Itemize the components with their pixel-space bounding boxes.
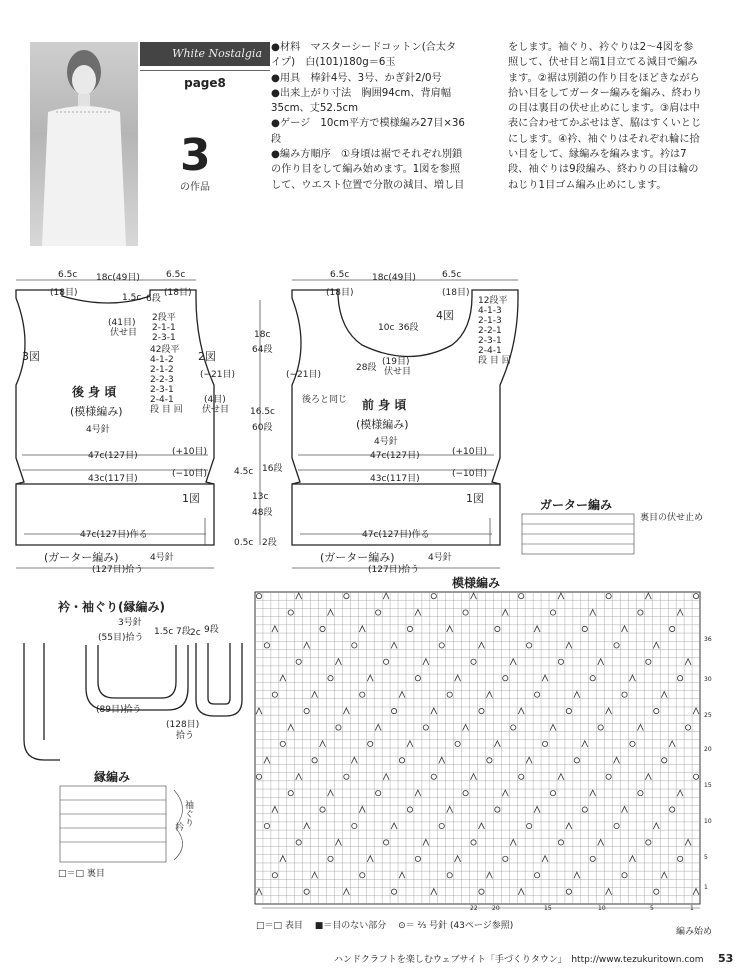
back-neck-decrease (152, 313, 176, 343)
front-armhole-total: (−21目) (286, 370, 322, 380)
trim-needle: 3号針 (118, 618, 142, 628)
dec-line: 4-1-3 (478, 306, 502, 316)
instruction-line: 段 (271, 133, 282, 145)
trim-rows9: 9段 (204, 625, 219, 635)
fig1-label: 1図 (182, 492, 200, 505)
instruction-line: ●用具 棒針4号、3号、かぎ針2/0号 (271, 72, 442, 84)
back-armhole-total: (−21目) (200, 370, 236, 380)
rib-chart-title: 縁編み (94, 770, 131, 784)
trim-title: 衿・袖ぐり(縁編み) (58, 600, 165, 614)
chart-row-number: 1 (704, 884, 708, 891)
trim-w15: 1.5c (154, 627, 174, 637)
back-neck-width: 18c(49目) (96, 273, 140, 283)
back-cast-on: 47c(127目)作る (80, 530, 148, 540)
instruction-line: 拾い目をしてガーター編みを編み、終わり (508, 87, 703, 99)
chart-row-number: 20 (704, 746, 712, 753)
instruction-line: して、ウエスト位置で分散の減目、増し目 (271, 179, 465, 191)
chart-col-number: 10 (598, 905, 606, 912)
dim-mid: 4.5c (234, 467, 254, 477)
front-neck-depth-rows: 36段 (398, 323, 419, 333)
garter-chart-grid (522, 514, 634, 554)
front-width-47: 47c(127目) (370, 451, 420, 461)
back-piece-title: 後 身 頃 (72, 385, 117, 399)
dim-waist-rows: 60段 (252, 423, 273, 433)
pattern-legend: □＝□ 表目 ■＝目のない部分 ⊙＝ ⅔ 号針 (43ページ参照) (256, 921, 514, 931)
dim-hem-rows: 2段 (262, 538, 277, 548)
trim-w2: 2c (190, 628, 201, 638)
front-armhole-rows: 28段 (356, 363, 377, 373)
back-shoulder-right-st: (18目) (164, 288, 192, 298)
dec-line: 2-1-2 (150, 365, 174, 375)
front-piece-needle: 4号針 (374, 437, 398, 447)
back-neck-depth: 1.5c (122, 293, 142, 303)
instruction-line: 段、袖ぐりは9段編み、終わりの目は輪の (508, 164, 699, 176)
rib-chart-grid (60, 786, 183, 862)
chart-row-number: 10 (704, 818, 712, 825)
pattern-chart-grid (255, 592, 700, 904)
back-width-47: 47c(127目) (88, 451, 138, 461)
back-garter-needle: 4号針 (150, 553, 174, 563)
fig4-label: 4図 (436, 309, 454, 322)
front-garter: (ガーター編み) (320, 551, 395, 564)
work-number: 3 (180, 130, 211, 181)
chart-row-number: 36 (704, 636, 712, 643)
front-piece-title: 前 身 頃 (362, 398, 407, 412)
chart-row-number: 30 (704, 676, 712, 683)
pattern-chart-title: 模様編み (452, 576, 501, 590)
dim-waist: 16.5c (250, 407, 275, 417)
dec-line: 2-1-3 (478, 316, 502, 326)
front-neck-decrease (478, 296, 511, 366)
rib-armhole-label: 袖ぐり (183, 800, 193, 827)
back-armhole-bindoff: (4目) (204, 395, 226, 405)
trim-rows7: 7段 (176, 627, 191, 637)
dec-line: 2-3-1 (150, 385, 174, 395)
back-garter: (ガーター編み) (44, 551, 119, 564)
rib-neck-label: 衿 (173, 822, 183, 831)
front-shoulder-right-st: (18目) (442, 288, 470, 298)
dec-line: 2-3-1 (152, 333, 176, 343)
front-neck-bindoff-label: 伏せ目 (384, 367, 412, 377)
back-pickup: (127目)拾う (92, 565, 144, 575)
chart-row-number: 15 (704, 782, 712, 789)
front-neck-bindoff: (19目) (382, 357, 410, 367)
back-increase: (+10目) (172, 447, 208, 457)
front-shoulder-right: 6.5c (442, 270, 462, 280)
instruction-line: ます。②裾は別鎖の作り目をほどきながら (508, 72, 700, 84)
chart-col-number: 22 (470, 905, 478, 912)
front-garter-needle: 4号針 (428, 553, 452, 563)
back-shoulder-left: 6.5c (58, 270, 78, 280)
chart-col-number: 15 (544, 905, 552, 912)
dec-line: 2-1-1 (152, 323, 176, 333)
back-width-43: 43c(117目) (88, 474, 138, 484)
instruction-line: の作り目をして編み始めます。1図を参照 (271, 164, 461, 176)
garter-chart-title: ガーター編み (540, 498, 613, 512)
footer-text: ハンドクラフトを楽しむウェブサイト「手づくりタウン」 http://www.tezukuritown.com (334, 955, 704, 965)
back-neck-bindoff: (41目) (108, 318, 136, 328)
instruction-line: ねじり1目ゴム編み止めにします。 (508, 179, 667, 191)
dec-line: 4-1-2 (150, 355, 174, 365)
dim-low: 13c (252, 492, 269, 502)
pattern-start-label: 編み始め (676, 927, 713, 937)
dec-line: 段 目 回 (478, 356, 511, 366)
dec-line: 2-3-1 (478, 336, 502, 346)
dec-line: 42段平 (150, 345, 180, 355)
instruction-line: 35cm、丈52.5cm (271, 103, 359, 115)
trim-neck-front: (55目)拾う (98, 633, 144, 643)
front-increase: (+10目) (452, 447, 488, 457)
front-piece-pattern: (模様編み) (356, 418, 409, 431)
trim-armhole-pick: 拾う (176, 731, 195, 741)
instruction-line: い目をして、縁編みを編みます。衿は7 (508, 149, 687, 161)
trim-armhole: (128目) (166, 720, 200, 730)
dim-low-rows: 48段 (252, 508, 273, 518)
back-piece-pattern: (模様編み) (70, 405, 123, 418)
dim-hem: 0.5c (234, 538, 254, 548)
instruction-line: イプ) 白(101)180g＝6玉 (271, 57, 396, 69)
instruction-line: ●編み方順序 ①身頃は裾でそれぞれ別鎖 (271, 149, 463, 161)
back-piece-needle: 4号針 (86, 425, 110, 435)
instruction-line: ●ゲージ 10cm平方で模様編み27目×36 (271, 118, 465, 130)
back-armhole-bindoff-label: 伏せ目 (202, 405, 230, 415)
instruction-line: の目は裏目の伏せ止めにします。③肩は中 (508, 103, 700, 115)
back-neck-bindoff-label: 伏せ目 (110, 328, 138, 338)
front-same-as-back: 後ろと同じ (302, 395, 348, 405)
instruction-line: ●材料 マスターシードコットン(合太タ (271, 42, 457, 53)
dec-line: 12段平 (478, 296, 508, 306)
instruction-line: 照して、伏せ目と端1目立てる減目で編み (508, 57, 698, 69)
fig3-label: 3図 (22, 350, 40, 363)
dim-armhole: 18c (254, 330, 271, 340)
front-shoulder-left-st: (18目) (326, 288, 354, 298)
back-decrease: (−10目) (172, 469, 208, 479)
back-shoulder-left-st: (18目) (50, 288, 78, 298)
front-width-43: 43c(117目) (370, 474, 420, 484)
dec-line: 2-4-1 (478, 346, 502, 356)
front-shoulder-left: 6.5c (330, 270, 350, 280)
back-neck-depth-rows: 6段 (146, 294, 161, 304)
instruction-line: にします。④衿、袖ぐりはそれぞれ輪に拾 (508, 133, 700, 145)
chart-col-number: 5 (650, 905, 654, 912)
chart-row-number: 5 (704, 854, 708, 861)
instruction-line: ●出来上がり寸法 胸囲94cm、背肩幅 (271, 87, 452, 99)
instruction-line: をします。袖ぐり、衿ぐりは2～4図を参 (508, 42, 694, 53)
front-pickup: (127目)拾う (368, 565, 420, 575)
fig2-label: 2図 (198, 350, 216, 363)
page-label: page8 (184, 76, 226, 90)
front-cast-on: 47c(127目)作る (362, 530, 430, 540)
dec-line: 2-4-1 (150, 395, 174, 405)
dec-line: 2段平 (152, 313, 176, 323)
dim-mid-rows: 16段 (262, 464, 283, 474)
rib-legend: □＝□ 裏目 (58, 869, 105, 879)
work-suffix: の作品 (180, 182, 210, 193)
page-number: 53 (718, 952, 734, 965)
dim-armhole-rows: 64段 (252, 345, 273, 355)
back-shoulder-right: 6.5c (166, 270, 186, 280)
front-neck-width: 18c(49目) (372, 273, 416, 283)
front-neck-depth: 10c (378, 323, 395, 333)
dec-line: 2-2-1 (478, 326, 502, 336)
chart-col-number: 1 (690, 905, 694, 912)
front-fig1-label: 1図 (466, 492, 484, 505)
front-decrease: (−10目) (452, 469, 488, 479)
trim-neck-back: (89目)拾う (96, 705, 142, 715)
instruction-line: 表に合わせてかぶせはぎ、脇はすくいとじ (508, 118, 702, 130)
dec-line: 2-2-3 (150, 375, 174, 385)
garter-chart-note: 裏目の伏せ止め (640, 513, 704, 523)
chart-row-number: 25 (704, 712, 712, 719)
chart-col-number: 20 (492, 905, 500, 912)
dec-line: 段 目 回 (150, 405, 183, 415)
series-banner: White Nostalgia (140, 42, 270, 66)
back-armhole-decrease (150, 345, 183, 415)
